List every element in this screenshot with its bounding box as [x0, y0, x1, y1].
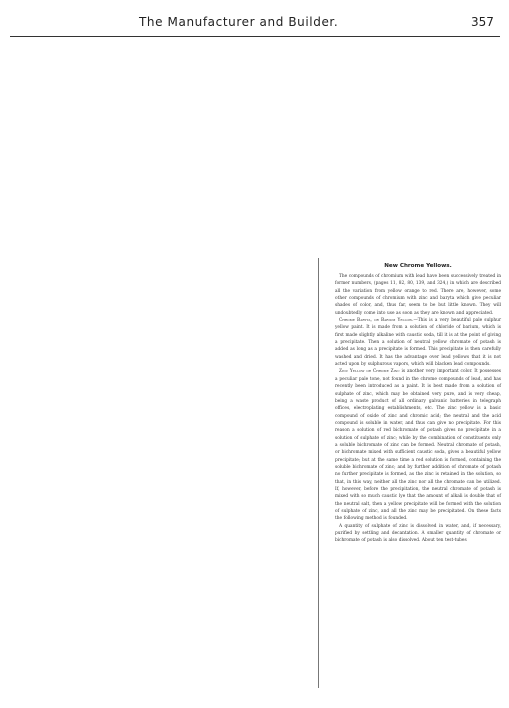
article-paragraph	[335, 368, 501, 522]
paragraph-lead: Chrome Baryta, or Barium Yellow.	[339, 318, 414, 324]
page-number: 357	[471, 15, 494, 29]
article-paragraph	[335, 317, 501, 368]
paragraph-lead: Zinc Yellow or Chrome Zinc	[339, 369, 400, 375]
column-divider	[318, 258, 319, 688]
page-header	[0, 0, 509, 40]
paragraph-text: is another very important color. It possesses a peculiar pale tone, not found in the chrome compounds of lead, and has recently been introduced as a paint. It is best made from a solution of sulphate of zinc, which may be obtained very pure, and is very cheap, being a waste product of all ordinary galvanic batteries in telegraph offices, electroplating establishments, etc. The zinc yellow is a basic compound of oxide of zinc and chromic acid; the neutral and the acid compound is soluble in water, and thus can give no precipitate. For this reason a solution of red bichromate of potash gives no precipitate in a solution of sulphate of zinc; while by the combination of constituents only a soluble bichromate of zinc can be formed. Neutral chromate of potash, or bichromate mixed with sufficient caustic soda, gives a beautiful yellow precipitate; but at the same time a red solution is formed, containing the soluble bichromate of zinc; and by further addition of chromate of potash no further precipitate is formed, as the zinc is retained in the solution, so that, in this way, neither all the zinc nor all the chromate can be utilized. If, however, before the precipitation, the neutral chromate of potash is mixed with so much caustic lye that the amount of alkali is double that of the neutral salt, then a yellow precipitate will be formed with the solution of sulphate of zinc, and all the zinc may be precipitated. On these facts the following method is founded.	[335, 369, 501, 522]
article-title: New Chrome Yellows.	[384, 263, 452, 269]
paragraph-text: A quantity of sulphate of zinc is dissolved in water, and, if necessary, purified by settling and decantation. A smaller quantity of chromate or bichromate of potash is also dissolved. About ten test-tubes	[335, 523, 501, 544]
paragraph-text: The compounds of chromium with lead have been successively treated in former numbers, (pages 11, 82, 80, 139, and 324,) in which are described all the variation from yellow orange to red. There are, however, some other compounds of chromium with zinc and baryta which give peculiar shades of color, and, thus far, seem to be but little known. They will undoubtedly come into use as soon as they are known and appreciated.	[335, 274, 501, 316]
article	[335, 263, 501, 545]
article-paragraph	[335, 273, 501, 317]
journal-title: The Manufacturer and Builder.	[139, 15, 339, 29]
header-rule	[10, 36, 500, 37]
article-paragraph	[335, 523, 501, 545]
paragraph-text: —This is a very beautiful pale sulphur yellow paint. It is made from a solution of chloride of barium, which is first made slightly alkaline with caustic soda, till it is at the point of giving a precipitate. Then a solution of neutral yellow chromate of potash is added as long as a precipitate is formed. This precipitate is then carefully washed and dried. It has the advantage over lead yellows that it is not acted upon by sulphurous vapors, which will blacken lead compounds.	[335, 318, 501, 368]
